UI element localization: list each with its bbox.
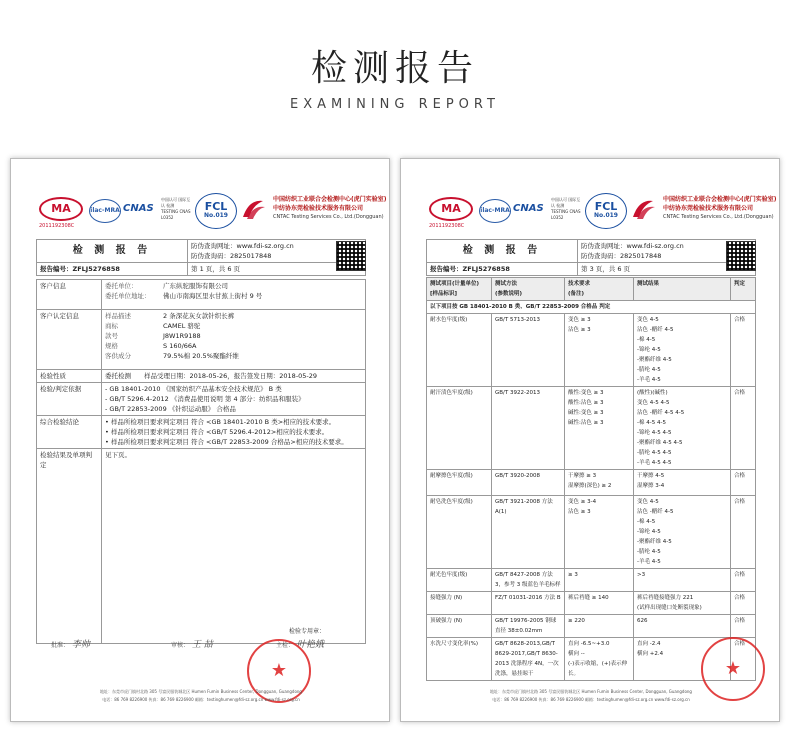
result-cell-item: 水洗尺寸变化率(%) <box>427 638 492 681</box>
client-address: 佛山市南海区里水甘蕉上街村 9 号 <box>163 292 263 300</box>
result-cell-method: GB/T 8628-2013,GB/T 8629-2017,GB/T 8630-2013 洗涤程序 4N，一次洗涤，悬挂晾干 <box>492 638 565 681</box>
result-row <box>427 569 756 592</box>
verify-code: 防伪查询码：2825017848 <box>191 252 272 260</box>
result-cell-method: GB/T 3920-2008 <box>492 470 565 496</box>
reviewer-signature: 审核： 王 喆 <box>171 640 213 650</box>
footer-address: 地址：东莞市虎门镇村北路 305 号富民服装城北区 Humen Fumin Business Center, Dongguan, Guangdong <box>100 689 302 694</box>
col-header-method: 测试方法 (参数说明) <box>492 278 565 301</box>
result-cell-judge: 合格 <box>731 569 756 592</box>
qr-code-icon <box>336 241 366 271</box>
sample-info-key: 客供成分 <box>105 352 131 360</box>
test-results-table <box>426 277 756 681</box>
verify-url: 防伪查询网址：www.fdi-sz.org.cn <box>191 242 294 250</box>
lab-name-cn-2: 中纺协东莞检验技术服务有限公司 <box>273 205 364 212</box>
page-number: 第 1 页，共 6 页 <box>188 263 366 276</box>
result-cell-method: GB/T 3921-2008 方法 A(1) <box>492 496 565 569</box>
result-cell-req: 酸性:变色 ≥ 3 酸性:沾色 ≥ 3 碱性:变色 ≥ 3 碱性:沾色 ≥ 3 <box>565 387 634 470</box>
result-cell-method: GB/T 19976-2005 钢球直径 38±0.02mm <box>492 615 565 638</box>
result-row <box>427 496 756 569</box>
cma-number: 2011192308C <box>429 223 465 229</box>
sample-info-key: 商标 <box>105 322 118 330</box>
fcl-logo-icon: FCL No.019 <box>195 193 237 229</box>
sample-info-row <box>105 351 362 361</box>
cnas-mutual-recognition-text: 中国认可 国际互认 检测 TESTING CNAS L0352 <box>551 197 581 220</box>
standard-line: - GB/T 5296.4-2012 《消费品使用说明 第 4 部分：纺织品和服装》 <box>105 395 305 403</box>
result-cell-result: (酸性)(碱性) 变色 4-5 4-5 沾色 -醋纤 4-5 4-5 -棉 4-5 4-5 -锦纶 4-5 4-5 -聚酯纤维 4-5 4-5 -腈纶 4-5 4-5 -羊毛 4-5 4-5 <box>634 387 731 470</box>
result-row <box>427 314 756 387</box>
conclusion-line: • 样品所检项目要求判定项目 符合 <GB/T 22853-2009 合格品>相应的技术要求。 <box>105 438 348 446</box>
result-cell-req: 裤后裆缝 ≥ 140 <box>565 592 634 615</box>
logo-strip <box>39 193 387 233</box>
conclusion-line: • 样品所检项目要求判定项目 符合 <GB/T 5296.4-2012>相应的技术要求。 <box>105 428 329 436</box>
client-info-label: 客户信息 <box>37 280 102 310</box>
official-stamp-icon: ★ <box>247 639 311 703</box>
sample-info-key: 款号 <box>105 332 118 340</box>
conclusion-line: • 样品所检项目要求判定项目 符合 <GB 18401-2010 B 类>相应的技术要求。 <box>105 418 336 426</box>
standards-label: 检验/判定依据 <box>37 383 102 416</box>
verify-url: 防伪查询网址：www.fdi-sz.org.cn <box>581 242 684 250</box>
report-number: 报告编号：ZFLJ5276858 <box>427 263 578 276</box>
report-page-2 <box>400 158 780 722</box>
report-header-table <box>426 239 756 276</box>
result-cell-item: 耐汗渍色牢度(级) <box>427 387 492 470</box>
sample-info-key: 规格 <box>105 342 118 350</box>
result-cell-req: 干摩擦 ≥ 3 湿摩擦(深色) ≥ 2 <box>565 470 634 496</box>
col-header-requirement: 技术要求 (备注) <box>565 278 634 301</box>
lab-name-en: CNTAC Testing Services Co., Ltd.(Dongguan) <box>663 214 774 220</box>
cnas-logo-icon: CNAS <box>123 203 154 214</box>
report-title: 检 测 报 告 <box>72 245 152 256</box>
result-cell-method: GB/T 3922-2013 <box>492 387 565 470</box>
cma-number: 2011192308C <box>39 223 75 229</box>
test-dates: 样品受理日期：2018-05-26，报告签发日期：2018-05-29 <box>144 372 318 380</box>
lab-name-en: CNTAC Testing Services Co., Ltd.(Dongguan) <box>273 214 384 220</box>
sample-info-value: S 160/66A <box>163 342 197 350</box>
col-header-result: 测试结果 <box>634 278 731 301</box>
lab-name <box>663 195 780 222</box>
sample-info-row <box>105 331 362 341</box>
report-title: 检 测 报 告 <box>462 245 542 256</box>
cnas-mutual-recognition-text: 中国认可 国际互认 检测 TESTING CNAS L0352 <box>161 197 191 220</box>
approver-signature: 批准： 李帅 <box>51 640 90 650</box>
section-note: 以下项目按 GB 18401-2010 B 类、GB/T 22853-2009 合格品 判定 <box>427 301 756 314</box>
result-cell-req: 变色 ≥ 3 沾色 ≥ 3 <box>565 314 634 387</box>
ilac-logo-icon: ilac-MRA <box>479 199 511 223</box>
fcl-logo-icon: FCL No.019 <box>585 193 627 229</box>
lab-name-cn-1: 中国纺织工业联合会检测中心(虎门实验室) <box>663 196 777 203</box>
flag-logo-icon <box>629 195 657 223</box>
result-cell-item: 耐光色牢度(级) <box>427 569 492 592</box>
page-number: 第 3 页，共 6 页 <box>578 263 756 276</box>
sample-info-key: 样品描述 <box>105 312 131 320</box>
sample-info-row <box>105 341 362 351</box>
logo-strip <box>429 193 777 233</box>
col-header-judgement: 判定 <box>731 278 756 301</box>
result-row <box>427 470 756 496</box>
official-stamp-icon: ★ <box>701 637 765 701</box>
fcl-number: No.019 <box>594 212 618 219</box>
result-cell-judge: 合格 <box>731 592 756 615</box>
verify-code: 防伪查询码：2825017848 <box>581 252 662 260</box>
result-cell-req: 直向 -6.5~+3.0 横向 -- (-)表示收缩，(+)表示伸长。 <box>565 638 634 681</box>
result-cell-method: FZ/T 01031-2016 方法 B <box>492 592 565 615</box>
report-page-1 <box>10 158 390 722</box>
result-cell-judge: 合格 <box>731 615 756 638</box>
sample-info-value: 79.5%棉 20.5%聚酯纤维 <box>163 352 239 360</box>
result-cell-result: 干摩擦 4-5 湿摩擦 3-4 <box>634 470 731 496</box>
standard-line: - GB 18401-2010 《国家纺织产品基本安全技术规范》 B 类 <box>105 385 282 393</box>
result-cell-judge: 合格 <box>731 638 756 681</box>
results-value: 见下页。 <box>105 451 131 459</box>
result-cell-judge: 合格 <box>731 496 756 569</box>
sample-info-label: 客户认定信息 <box>37 310 102 370</box>
result-cell-result: 变色 4-5 沾色 -醋纤 4-5 -棉 4-5 -锦纶 4-5 -聚酯纤维 4-5 -腈纶 4-5 -羊毛 4-5 <box>634 314 731 387</box>
page-subtitle: EXAMINING REPORT <box>290 97 500 112</box>
footer-address: 地址：东莞市虎门镇村北路 305 号富民服装城北区 Humen Fumin Business Center, Dongguan, Guangdong <box>490 689 692 694</box>
cnas-logo-icon: CNAS <box>513 203 544 214</box>
cma-logo-icon: MA <box>39 197 83 221</box>
result-cell-method: GB/T 5713-2013 <box>492 314 565 387</box>
sample-info-value: CAMEL 骆驼 <box>163 322 201 330</box>
client-address-label: 委托单位地址： <box>105 292 151 300</box>
results-label: 检验结果及单项判定 <box>37 449 102 644</box>
client-info-table <box>36 279 366 644</box>
col-header-item: 测试项目(计量单位) [样品标识] <box>427 278 492 301</box>
result-row <box>427 592 756 615</box>
cma-logo-icon: MA <box>429 197 473 221</box>
result-cell-item: 接缝强力 (N) <box>427 592 492 615</box>
result-cell-item: 耐皂洗色牢度(级) <box>427 496 492 569</box>
standard-line: - GB/T 22853-2009 《针织运动服》 合格品 <box>105 405 236 413</box>
result-row <box>427 387 756 470</box>
result-cell-item: 耐水色牢度(级) <box>427 314 492 387</box>
result-cell-req: 变色 ≥ 3-4 沾色 ≥ 3 <box>565 496 634 569</box>
qr-code-icon <box>726 241 756 271</box>
report-number: 报告编号：ZFLJ5276858 <box>37 263 188 276</box>
report-header-table <box>36 239 366 276</box>
sample-info-value: 2 条深花灰女款针织长裤 <box>163 312 235 320</box>
sample-info-row <box>105 321 362 331</box>
result-cell-result: 变色 4-5 沾色 -醋纤 4-5 -棉 4-5 -锦纶 4-5 -聚酯纤维 4-5 -腈纶 4-5 -羊毛 4-5 <box>634 496 731 569</box>
fcl-number: No.019 <box>204 212 228 219</box>
stamp-label: 检验专用章： <box>288 628 325 635</box>
result-cell-req: ≥ 220 <box>565 615 634 638</box>
sample-info-value: J8W1R9188 <box>163 332 201 340</box>
inspector-signature: 主检： 叶艳娥 <box>276 640 324 650</box>
result-cell-result: 直向 -2.4 横向 +2.4 <box>634 638 731 681</box>
sample-info-list <box>102 310 366 370</box>
result-cell-judge: 合格 <box>731 387 756 470</box>
sample-info-row <box>105 311 362 321</box>
client-name: 广东纵驼服饰有限公司 <box>163 282 228 290</box>
client-name-label: 委托单位： <box>105 282 138 290</box>
footer-contact: 电话：86 769 8226900 传真：86 769 8226900 邮箱：testinghumen@fdi-sz.org.cn www.fdi-sz.org.cn <box>102 697 300 702</box>
result-cell-method: GB/T 8427-2008 方法 3，参考 3 级蓝色羊毛标样 <box>492 569 565 592</box>
result-row <box>427 615 756 638</box>
lab-name-cn-2: 中纺协东莞检验技术服务有限公司 <box>663 205 754 212</box>
result-cell-result: 裤后裆缝接缝强力 221 (试样出现缝口处断裂现象) <box>634 592 731 615</box>
ilac-logo-icon: ilac-MRA <box>89 199 121 223</box>
result-cell-judge: 合格 <box>731 470 756 496</box>
result-cell-item: 顶破强力 (N) <box>427 615 492 638</box>
test-nature-label: 检验性质 <box>37 370 102 383</box>
lab-name-cn-1: 中国纺织工业联合会检测中心(虎门实验室) <box>273 196 387 203</box>
conclusion-label: 综合检验结论 <box>37 416 102 449</box>
result-cell-item: 耐摩擦色牢度(级) <box>427 470 492 496</box>
result-cell-result: 626 <box>634 615 731 638</box>
test-nature-value: 委托检测 <box>105 372 131 380</box>
results-header-row <box>427 278 756 301</box>
result-cell-req: ≥ 3 <box>565 569 634 592</box>
page-title: 检测报告 <box>310 48 479 89</box>
footer-contact: 电话：86 769 8226900 传真：86 769 8226900 邮箱：testinghumen@fdi-sz.org.cn www.fdi-sz.org.cn <box>492 697 690 702</box>
flag-logo-icon <box>239 195 267 223</box>
lab-name <box>273 195 390 222</box>
result-cell-judge: 合格 <box>731 314 756 387</box>
result-cell-result: >3 <box>634 569 731 592</box>
